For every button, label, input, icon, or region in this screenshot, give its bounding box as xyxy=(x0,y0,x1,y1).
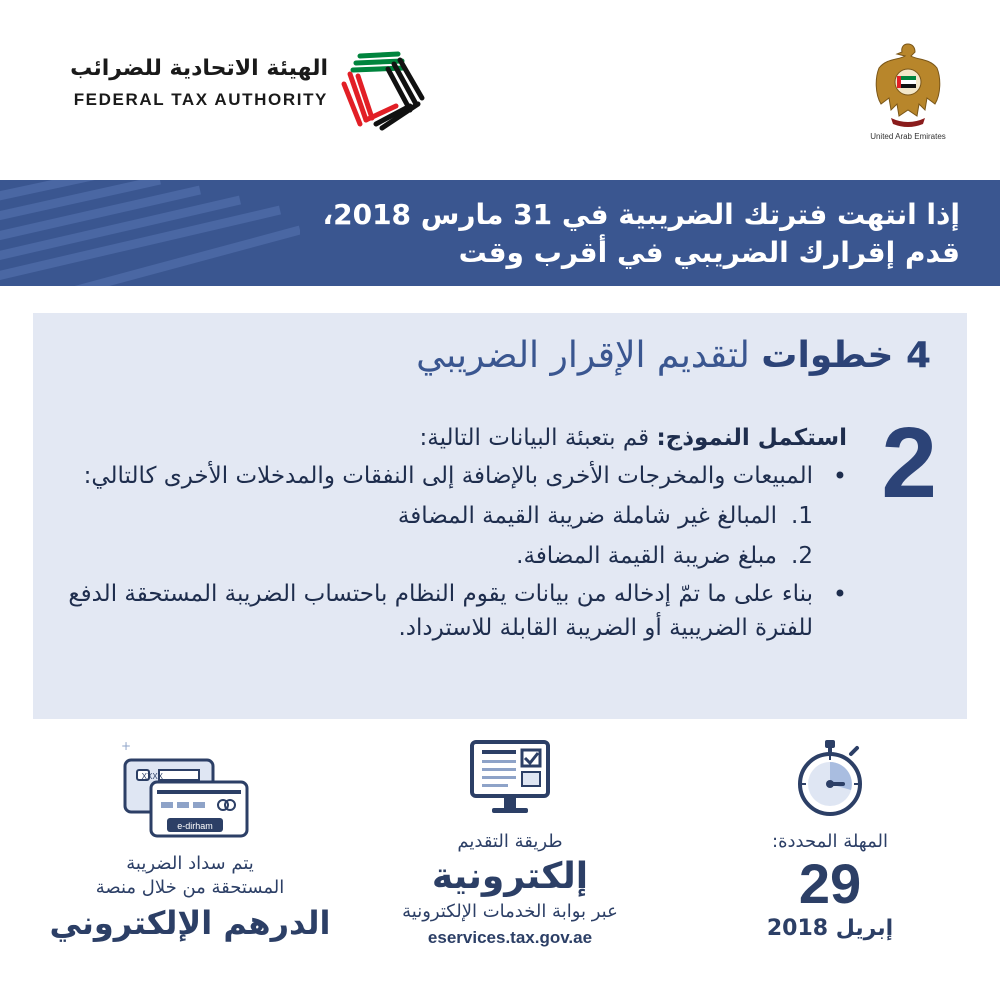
uae-falcon-emblem-icon xyxy=(869,38,947,130)
card-mask: XXXX xyxy=(141,772,163,781)
bullet-icon: • xyxy=(832,580,847,608)
emblem-caption: United Arab Emirates xyxy=(870,132,946,141)
eservices-link[interactable]: eservices.tax.gov.ae xyxy=(427,928,593,947)
panel-title xyxy=(416,335,931,376)
deadline-month-year: إبريل 2018 xyxy=(766,916,894,941)
bullet-item xyxy=(67,577,847,645)
card-label: e-dirham xyxy=(177,821,213,831)
step-number: 2 xyxy=(881,407,937,519)
svg-text:+: + xyxy=(120,739,131,753)
fta-logo xyxy=(38,44,438,134)
deadline-label: المهلة المحددة: xyxy=(772,831,888,852)
uae-emblem xyxy=(868,38,948,150)
computer-form-icon xyxy=(468,738,552,818)
payment-line-2: المستحقة من خلال منصة xyxy=(95,877,285,898)
bullet-item xyxy=(67,459,847,493)
step-heading-rest: قم بتعبئة البيانات التالية: xyxy=(419,425,657,451)
org-name-arabic: الهيئة الاتحادية للضرائب xyxy=(70,56,328,81)
deadline-info xyxy=(680,738,980,988)
panel-title-rest: لتقديم الإقرار الضريبي xyxy=(416,335,762,376)
bullet-text: المبيعات والمخرجات الأخرى بالإضافة إلى النفقات والمدخلات الأخرى كالتالي: xyxy=(83,463,813,489)
page-header xyxy=(0,0,1000,180)
numbered-item xyxy=(67,539,847,573)
payment-platform: الدرهم الإلكتروني xyxy=(49,904,331,942)
item-number: 1. xyxy=(791,503,813,529)
steps-panel xyxy=(33,313,967,719)
banner-line-2: قدم إقرارك الضريبي في أقرب وقت xyxy=(458,236,960,269)
fta-logo-icon xyxy=(338,44,428,134)
method-value: إلكترونية xyxy=(431,856,589,897)
method-label: طريقة التقديم xyxy=(457,831,563,852)
submission-method-info xyxy=(360,738,660,988)
credit-card-icon xyxy=(115,738,265,838)
numbered-item xyxy=(67,499,847,533)
item-text: المبالغ غير شاملة ضريبة القيمة المضافة xyxy=(397,503,777,529)
payment-line-1: يتم سداد الضريبة xyxy=(126,853,254,874)
panel-title-strong: 4 خطوات xyxy=(761,335,931,376)
headline-banner xyxy=(0,180,1000,286)
step-heading-bold: استكمل النموذج: xyxy=(656,425,847,451)
bullet-text: بناء على ما تمّ إدخاله من بيانات يقوم النظام باحتساب الضريبة المستحقة الدفع للفترة الضريبية أو الضريبة القابلة للاسترداد. xyxy=(68,581,813,641)
item-text: مبلغ ضريبة القيمة المضافة. xyxy=(516,543,777,569)
deadline-day: 29 xyxy=(798,852,862,915)
org-name-english: FEDERAL TAX AUTHORITY xyxy=(73,90,328,109)
step-body xyxy=(67,421,847,645)
method-via: عبر بوابة الخدمات الإلكترونية xyxy=(402,901,618,922)
bullet-icon: • xyxy=(832,462,847,490)
item-number: 2. xyxy=(791,543,813,569)
banner-line-1: إذا انتهت فترتك الضريبية في 31 مارس 2018، xyxy=(322,198,960,231)
banner-headline xyxy=(200,196,960,272)
stopwatch-icon xyxy=(795,738,865,818)
payment-info xyxy=(40,738,340,988)
step-heading xyxy=(67,421,847,455)
